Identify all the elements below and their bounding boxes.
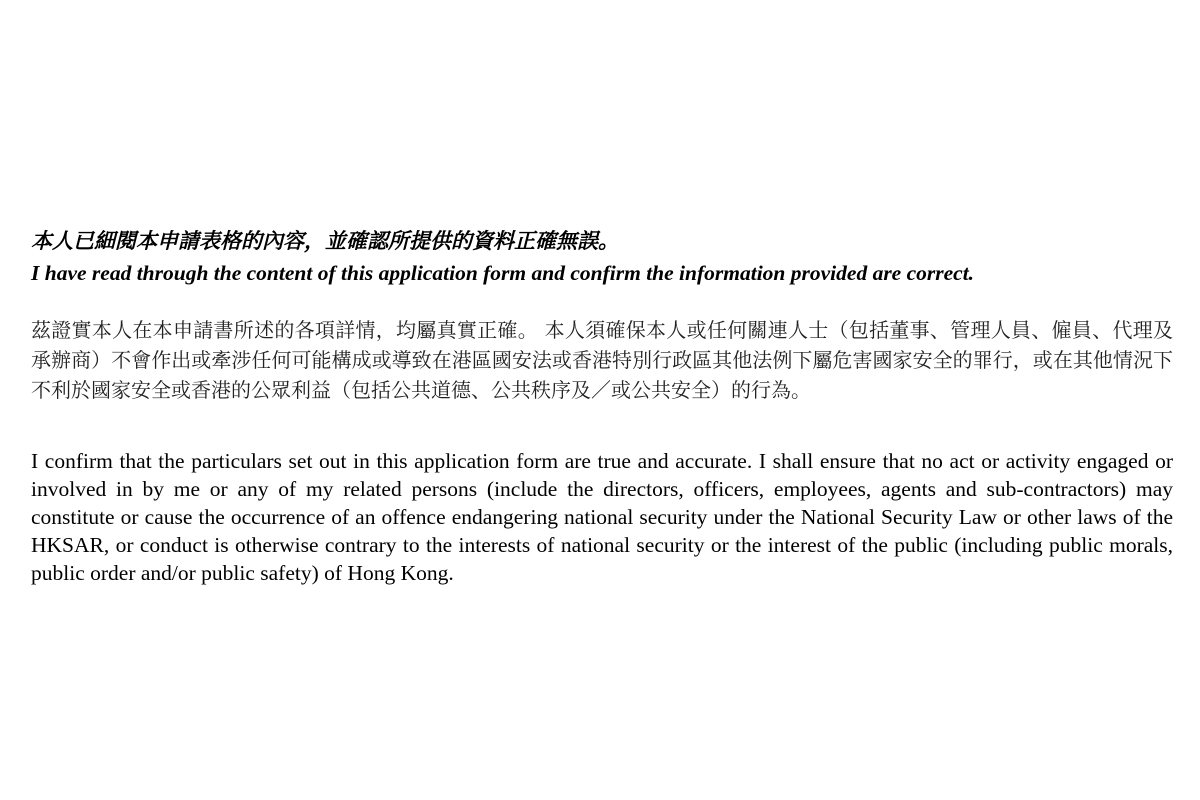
declaration-english: I have read through the content of this application form and confirm the information provided are correct. [31, 261, 975, 285]
declaration-chinese: 本人已細閱本申請表格的內容，並確認所提供的資料正確無誤。 [31, 229, 619, 253]
confirmation-chinese: 茲證實本人在本申請書所述的各項詳情，均屬真實正確。 本人須確保本人或任何關連人士（包括董事、管理人員、僱員、代理及承辦商）不會作出或牽涉任何可能構成或導致在港區國安法或香港特別行政區其他法例下屬危害國家安全的罪行，或在其他情況下不利於國家安全或香港的公眾利益（包括公共道德、公共秩序及／或公共安全）的行為。 [31, 318, 1173, 402]
confirmation-english: I confirm that the particulars set out in this application form are true and accurate. I shall ensure that no act or activity engaged or involved in by me or any of my related persons (include the directors, officers, employees, agents and sub-contractors) may constitute or cause the occurrence of an offence endangering national security under the National Security Law or other laws of the HKSAR, or conduct is otherwise contrary to the interests of national security or the interest of the public (including public morals, public order and/or public safety) of Hong Kong. [31, 449, 1173, 585]
